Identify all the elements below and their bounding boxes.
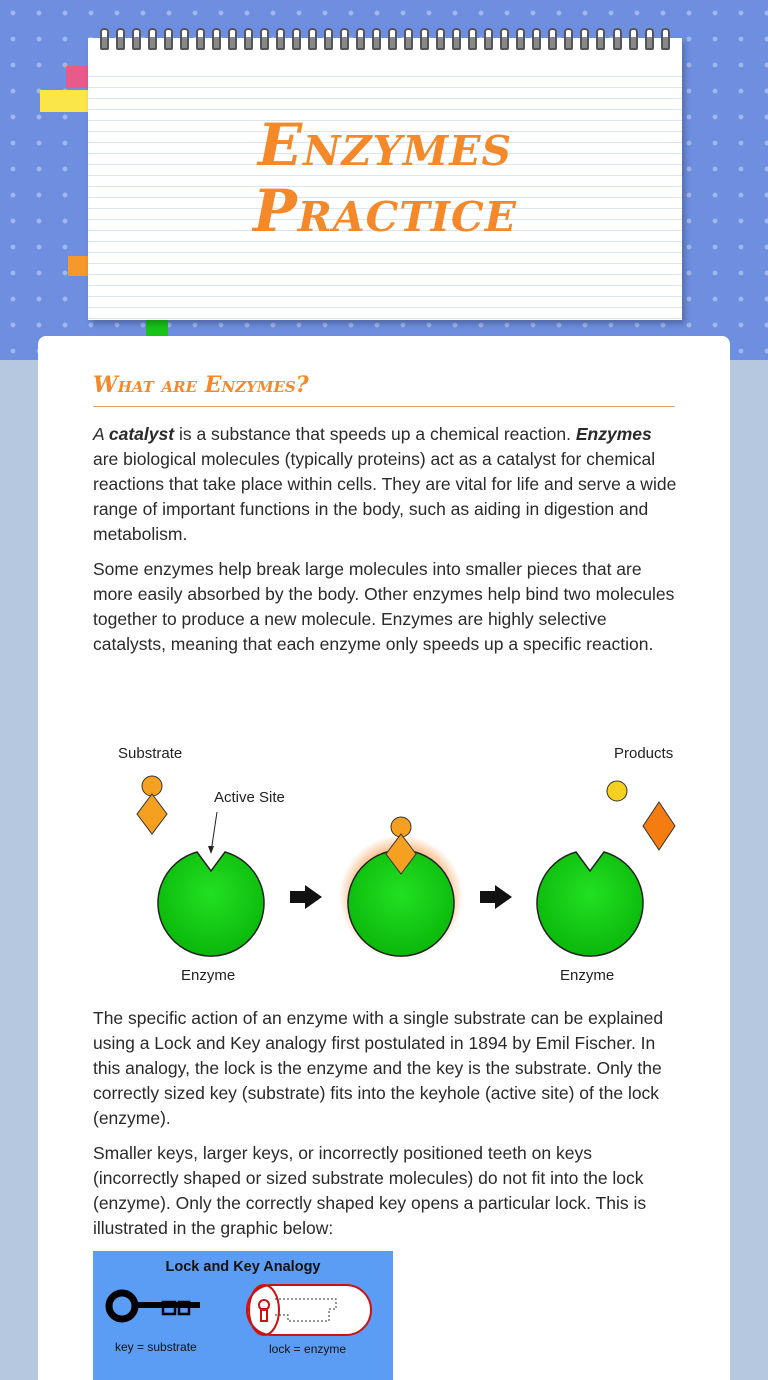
page-title	[88, 112, 682, 244]
key-icon	[109, 1293, 200, 1319]
paragraph-keys: Smaller keys, larger keys, or incorrectly positioned teeth on keys (incorrectly shaped or sized substrate molecules) do not fit into the lock (enzyme). Only the correctly shaped key opens a particular lock. This is illustrated in the graphic below:	[93, 1143, 647, 1238]
enzyme-shape-left	[158, 852, 264, 956]
paragraph-function: Some enzymes help break large molecules into smaller pieces that are more easily absorbed by the body. Other enzymes help bind two molecules together to produce a new molecule. Enzymes are highly selective catalysts, meaning that each enzyme only speeds up a specific reaction.	[93, 559, 675, 654]
index-tab-orange	[68, 256, 88, 276]
enzyme-shape-right	[537, 852, 643, 956]
lock-key-graphic	[93, 1251, 393, 1380]
product-circle	[607, 781, 627, 801]
enzyme-label-left: Enzyme	[181, 967, 236, 984]
intro-prefix: A	[93, 424, 109, 444]
term-catalyst: catalyst	[108, 424, 175, 444]
lock-caption: lock = enzyme	[269, 1342, 347, 1356]
paragraph-lock-key: The specific action of an enzyme with a single substrate can be explained using a Lock and Key analogy first postulated in 1894 by Emil Fischer. In this analogy, the lock is the enzyme and the key is the substrate. Only the correctly sized key (substrate) fits into the keyhole (active site) of the lock (enzyme).	[93, 1008, 664, 1128]
lock-key-title: Lock and Key Analogy	[165, 1259, 321, 1275]
substrate-shape	[137, 776, 167, 834]
products-label: Products	[614, 745, 674, 762]
enzyme-diagram	[93, 730, 693, 995]
index-tab-pink	[66, 66, 88, 88]
paragraph-intro	[93, 422, 678, 547]
arrow-right-icon	[480, 885, 512, 909]
index-tab-yellow	[40, 90, 88, 112]
substrate-label: Substrate	[118, 745, 183, 762]
page-title-line2: Practice	[253, 177, 517, 245]
lock-icon	[247, 1285, 371, 1335]
product-diamond	[643, 802, 675, 850]
intro-text-1: is a substance that speeds up a chemical reaction.	[174, 424, 576, 444]
key-caption: key = substrate	[115, 1340, 197, 1354]
intro-text-2: are biological molecules (typically proteins) act as a catalyst for chemical reactions that take place within cells. They are vital for life and serve a wide range of important functions in the body, such as aiding in digestion and metabolism.	[93, 449, 677, 544]
spiral-binding	[100, 28, 670, 50]
arrow-right-icon	[290, 885, 322, 909]
active-site-label: Active Site	[214, 789, 285, 806]
enzyme-label-right: Enzyme	[560, 967, 615, 984]
term-enzymes: Enzymes	[575, 424, 652, 444]
section-heading: What are Enzymes?	[93, 372, 675, 407]
index-tab-green	[146, 320, 168, 336]
page-title-line1: Enzymes	[257, 111, 513, 179]
